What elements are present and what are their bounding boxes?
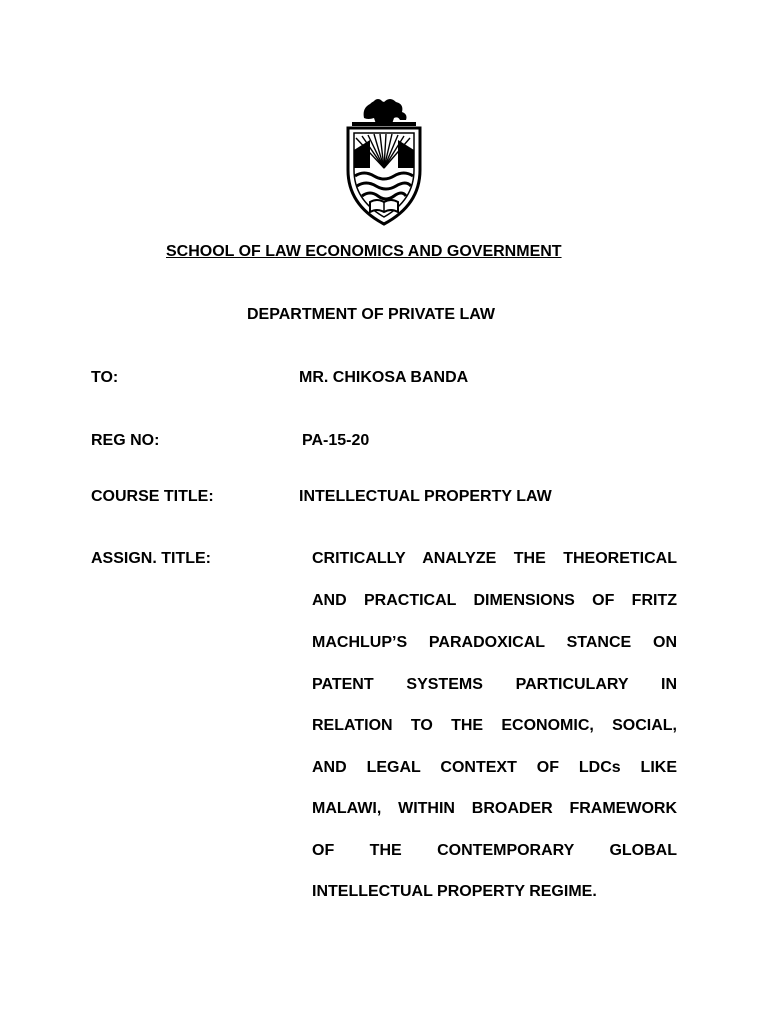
university-crest-icon: [334, 90, 434, 230]
course-title-label: COURSE TITLE:: [91, 488, 214, 505]
to-label: TO:: [91, 369, 119, 386]
department-heading: DEPARTMENT OF PRIVATE LAW: [247, 306, 495, 323]
assign-title-line: PATENT SYSTEMS PARTICULARY IN: [312, 676, 677, 693]
reg-no-label: REG NO:: [91, 432, 160, 449]
reg-no-value: PA-15-20: [302, 432, 370, 449]
school-heading: SCHOOL OF LAW ECONOMICS AND GOVERNMENT: [166, 243, 562, 260]
assign-title-line: AND PRACTICAL DIMENSIONS OF FRITZ: [312, 592, 677, 609]
to-value: MR. CHIKOSA BANDA: [299, 369, 469, 386]
assign-title-line: MACHLUP’S PARADOXICAL STANCE ON: [312, 634, 677, 651]
assign-title-line: MALAWI, WITHIN BROADER FRAMEWORK: [312, 800, 677, 817]
assign-title-label: ASSIGN. TITLE:: [91, 550, 211, 567]
assign-title-line: AND LEGAL CONTEXT OF LDCs LIKE: [312, 759, 677, 776]
assign-title-line: CRITICALLY ANALYZE THE THEORETICAL: [312, 550, 677, 567]
assign-title-line: OF THE CONTEMPORARY GLOBAL: [312, 842, 677, 859]
assign-title-line: INTELLECTUAL PROPERTY REGIME.: [312, 883, 597, 900]
course-title-value: INTELLECTUAL PROPERTY LAW: [299, 488, 552, 505]
assign-title-line: RELATION TO THE ECONOMIC, SOCIAL,: [312, 717, 677, 734]
